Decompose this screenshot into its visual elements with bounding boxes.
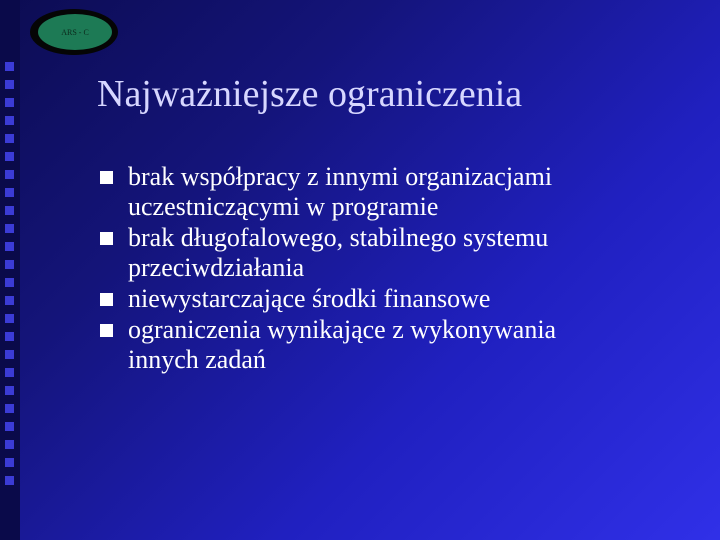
square-bullet-icon xyxy=(100,293,113,306)
bullet-text-line: ograniczenia wynikające z wykonywania xyxy=(128,315,557,344)
left-decorative-strip xyxy=(0,0,20,540)
bullet-item xyxy=(100,315,700,375)
bullet-text-line: niewystarczające środki finansowe xyxy=(128,284,491,313)
bullet-item xyxy=(100,223,700,283)
strip-square xyxy=(5,134,14,143)
strip-square xyxy=(5,404,14,413)
strip-square xyxy=(5,314,14,323)
slide-title: Najważniejsze ograniczenia xyxy=(97,73,523,115)
strip-square xyxy=(5,224,14,233)
strip-square xyxy=(5,440,14,449)
strip-square xyxy=(5,98,14,107)
strip-square xyxy=(5,116,14,125)
strip-square xyxy=(5,62,14,71)
logo-inner-ellipse xyxy=(38,14,112,50)
strip-square xyxy=(5,188,14,197)
strip-square xyxy=(5,458,14,467)
strip-square xyxy=(5,242,14,251)
bullet-item xyxy=(100,284,700,314)
strip-square xyxy=(5,278,14,287)
bullet-text-line: brak współpracy z innymi organizacjami xyxy=(128,162,553,191)
strip-square xyxy=(5,80,14,89)
strip-square xyxy=(5,296,14,305)
strip-square xyxy=(5,386,14,395)
logo-text: ARS - C xyxy=(61,27,89,37)
bullet-text-line: brak długofalowego, stabilnego systemu xyxy=(128,223,549,252)
square-bullet-icon xyxy=(100,324,113,337)
strip-square xyxy=(5,152,14,161)
square-bullet-icon xyxy=(100,232,113,245)
strip-square xyxy=(5,332,14,341)
strip-square xyxy=(5,260,14,269)
strip-square xyxy=(5,350,14,359)
strip-square xyxy=(5,422,14,431)
strip-square xyxy=(5,170,14,179)
bullet-text-line: innych zadań xyxy=(128,345,266,374)
strip-square xyxy=(5,368,14,377)
bullet-list xyxy=(100,162,700,376)
bullet-text-line: uczestniczącymi w programie xyxy=(128,192,439,221)
strip-square xyxy=(5,206,14,215)
square-bullet-icon xyxy=(100,171,113,184)
strip-square xyxy=(5,476,14,485)
bullet-item xyxy=(100,162,700,222)
bullet-text-line: przeciwdziałania xyxy=(128,253,305,282)
organization-logo xyxy=(30,9,118,55)
